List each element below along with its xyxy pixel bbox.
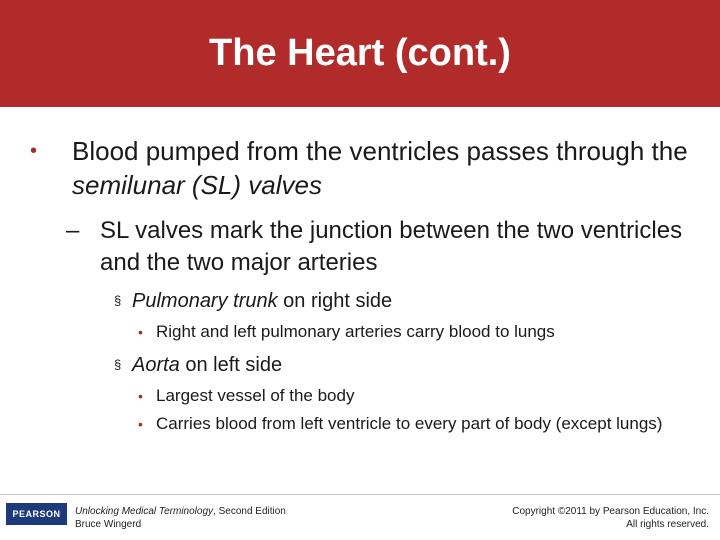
footer-book-info [75,505,286,531]
bullet-aorta-detail-1 [138,384,668,408]
copyright-line-1: Copyright ©2011 by Pearson Education, Inc. [512,506,709,517]
bullet-main-text: Blood pumped from the ventricles passes through the [72,136,688,166]
pulmonary-rest: on right side [277,290,393,312]
footer-author: Bruce Wingerd [75,519,142,530]
aorta-italic: Aorta [132,354,180,376]
bullet-pulmonary [114,287,674,315]
aorta-detail-2-text: Carries blood from left ventricle to every part of body (except lungs) [156,414,663,433]
title-bar [0,0,720,107]
dot-marker: • [138,416,143,432]
bullet-marker: • [30,140,38,162]
aorta-rest: on left side [179,354,283,376]
section-marker: § [114,293,122,308]
slide-title: The Heart (cont.) [209,32,511,74]
footer [0,494,720,534]
bullet-aorta [114,351,674,379]
dash-marker: – [66,217,80,244]
footer-divider [0,494,720,495]
copyright-line-2: All rights reserved. [626,519,709,530]
pulmonary-italic: Pulmonary trunk [132,290,278,312]
dot-marker: • [138,388,143,404]
bullet-pulmonary-detail [138,320,668,344]
bullet-main-italic: semilunar (SL) valves [72,170,322,200]
footer-book-line [75,505,286,518]
dot-marker: • [138,324,143,340]
section-marker: § [114,357,122,372]
footer-copyright [512,505,709,531]
bullet-aorta-detail-2 [138,412,668,436]
aorta-detail-1-text: Largest vessel of the body [156,386,355,405]
pearson-logo: PEARSON [6,503,67,525]
bullet-sub [66,215,686,279]
bullet-main [30,134,690,202]
book-title: Unlocking Medical Terminology [75,506,214,517]
pulmonary-detail-text: Right and left pulmonary arteries carry blood to lungs [156,322,555,341]
book-edition: , Second Edition [213,506,286,517]
bullet-sub-text: SL valves mark the junction between the two ventricles and the two major arteries [100,217,683,276]
